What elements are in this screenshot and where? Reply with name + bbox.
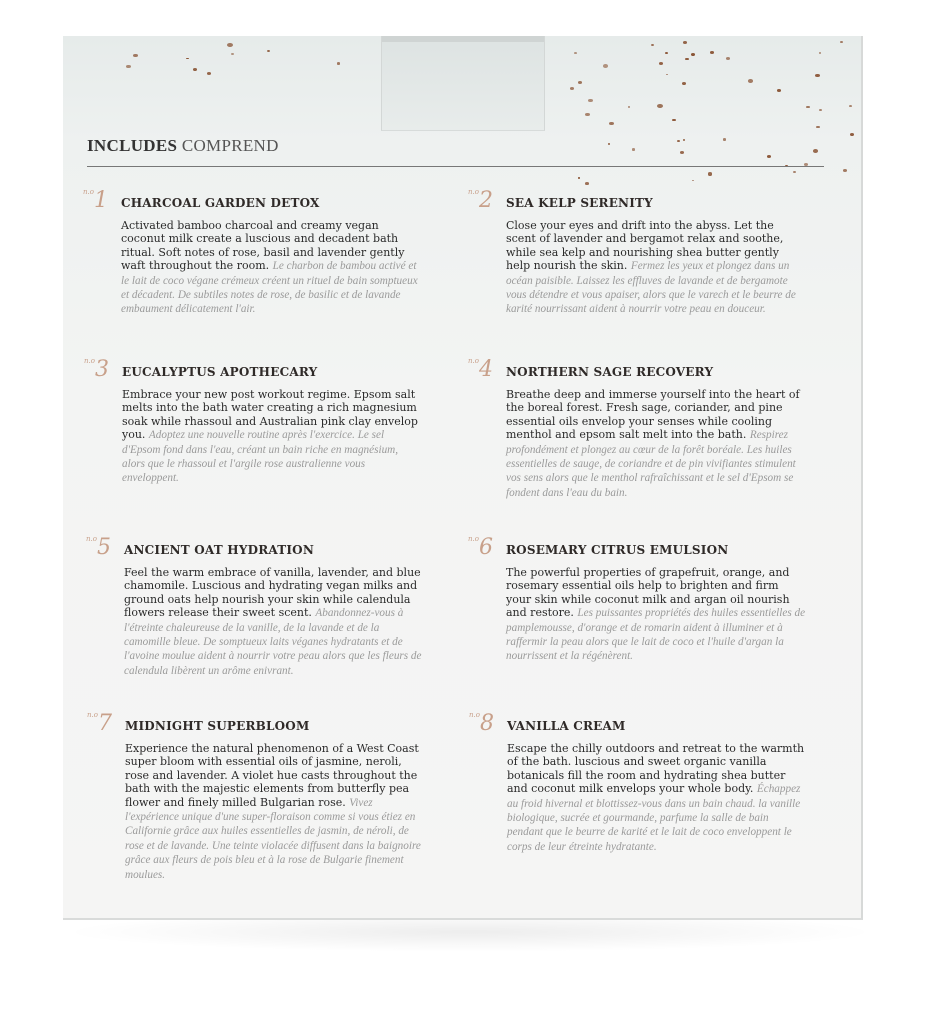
item-description-fr: Échappez au froid hivernal et blottissez-vous dans un bain chaud. la vanille biologique, sucrée et gourmande, parfume la salle de bain pendant que le beurre de karité et le lait de coco enveloppent le corps de leur étreinte hydratante.: [507, 783, 801, 853]
speckle: [691, 53, 695, 56]
item-title: VANILLA CREAM: [507, 719, 626, 733]
item-description-en: Escape the chilly outdoors and retreat to the warmth of the bath. luscious and sweet organic vanilla botanicals fill the room and hydrating shea butter and coconut milk envelops your whole body.: [507, 742, 805, 796]
item-description: [506, 566, 806, 664]
speckle: [651, 44, 654, 46]
speckle: [682, 82, 686, 85]
includes-label-en: INCLUDES: [87, 136, 178, 155]
list-item: [84, 357, 422, 486]
list-item: [468, 535, 806, 664]
heading-divider: [87, 166, 824, 167]
item-number: $^{n.o}$1: [83, 188, 108, 213]
speckle: [685, 58, 689, 61]
item-description: [506, 219, 806, 317]
speckle: [126, 65, 131, 68]
speckle: [186, 58, 188, 60]
speckle: [608, 143, 610, 144]
speckle: [723, 138, 727, 141]
speckle: [603, 64, 608, 68]
item-description: [506, 388, 806, 500]
speckle: [588, 99, 592, 102]
item-description-fr: Le charbon de bambou activé et le lait de coco végane crémeux créent un rituel de bain somptueux et décadent. De subtiles notes de rose, de basilic et de lavande embaument délicatement l'air.: [121, 260, 418, 316]
speckle: [840, 41, 843, 43]
speckle: [777, 89, 781, 92]
speckle: [666, 74, 668, 76]
speckle: [843, 169, 847, 172]
item-description-en: Experience the natural phenomenon of a West Coast super bloom with essential oils of jasmine, neroli, rose and lavender. A violet hue casts throughout the bath with the majestic elements from butterfly pea flower and finely milled Bulgarian rose.: [125, 742, 419, 809]
speckle: [207, 72, 211, 75]
speckle: [628, 106, 631, 108]
item-number: $^{n.o}$6: [468, 535, 493, 560]
item-title: MIDNIGHT SUPERBLOOM: [125, 719, 310, 733]
list-item: [87, 711, 425, 882]
speckle: [726, 57, 730, 60]
item-description: [122, 388, 422, 486]
speckle: [578, 81, 582, 84]
item-description: [125, 742, 425, 882]
item-description: [121, 219, 421, 317]
speckle: [337, 62, 340, 64]
item-description-en: Embrace your new post workout regime. Epsom salt melts into the bath water creating a rich magnesium soak while rhassoul and Australian pink clay envelop you.: [122, 388, 418, 442]
item-description-en: Close your eyes and drift into the abyss. Let the scent of lavender and bergamot relax and soothe, while sea kelp and nourishing shea butter gently help nourish the skin.: [506, 219, 784, 273]
speckle: [585, 113, 590, 116]
speckle: [692, 180, 694, 182]
speckle: [267, 50, 270, 52]
speckle: [813, 149, 819, 153]
speckle: [815, 74, 820, 77]
speckle: [683, 139, 685, 141]
speckle: [657, 104, 663, 108]
item-description-fr: Les puissantes propriétés des huiles essentielles de pamplemousse, d'orange et de romarin aident à illuminer et à raffermir la peau alors que le lait de coco et l'huile d'argan la nourrissent et la régénèrent.: [506, 607, 806, 663]
speckle: [574, 52, 577, 54]
speckle: [683, 41, 687, 44]
list-item: [468, 188, 806, 317]
speckle: [816, 126, 820, 129]
item-description-fr: Adoptez une nouvelle routine après l'exercice. Le sel d'Epsom fond dans l'eau, créant un bain riche en magnésium, alors que le rhassoul et l'argile rose australienne vous enveloppent.: [122, 429, 399, 485]
speckle: [231, 53, 234, 55]
item-description-fr: Vivez l'expérience unique d'une super-floraison comme si vous étiez en Californie grâce aux huiles essentielles de jasmin, de néroli, de rose et de lavande. Une teinte violacée diffusent dans la baignoire grâce aux fleurs de pois bleu et à la rose de Bulgarie finement moulues.: [125, 796, 421, 881]
speckle: [819, 109, 822, 111]
list-item: [468, 357, 806, 500]
item-title: ANCIENT OAT HYDRATION: [124, 543, 314, 557]
speckle: [850, 133, 854, 136]
speckle: [659, 62, 663, 65]
product-box-back-panel: [63, 36, 863, 920]
item-number: $^{n.o}$5: [86, 535, 111, 560]
speckle: [193, 68, 198, 71]
item-description-fr: Respirez profondément et plongez au cœur de la forêt boréale. Les huiles essentielles de sauge, de coriandre et de pin vivifiantes stimulent vos sens alors que le menthol rafraîchissant et le sel d'Epsom se fondent dans l'eau du bain.: [506, 429, 796, 499]
speckle: [672, 119, 676, 122]
item-description-fr: Fermez les yeux et plongez dans un océan paisible. Laissez les effluves de lavande et de bergamote vous détendre et vous apaiser, alors que le varech et le beurre de karité nourrissant aident à nourrir votre peau en douceur.: [506, 260, 796, 316]
speckle: [632, 148, 635, 150]
item-title: ROSEMARY CITRUS EMULSION: [506, 543, 729, 557]
speckle: [570, 87, 574, 90]
item-title: NORTHERN SAGE RECOVERY: [506, 365, 714, 379]
speckle: [680, 151, 684, 154]
includes-heading: [87, 136, 279, 156]
speckle: [708, 172, 713, 175]
item-number: $^{n.o}$3: [84, 357, 109, 382]
speckle: [710, 51, 714, 54]
includes-label-fr: COMPREND: [181, 136, 279, 155]
speckle: [133, 54, 138, 58]
list-item: [469, 711, 807, 854]
box-top-flap: [381, 36, 545, 131]
speckle: [677, 140, 680, 142]
item-description-en: The powerful properties of grapefruit, orange, and rosemary essential oils help to brighten and firm your skin while coconut milk and argan oil nourish and restore.: [506, 566, 790, 620]
speckle: [585, 182, 589, 185]
speckle: [227, 43, 233, 47]
speckle: [665, 52, 668, 54]
list-item: [86, 535, 424, 678]
item-title: EUCALYPTUS APOTHECARY: [122, 365, 318, 379]
item-description-en: Breathe deep and immerse yourself into the heart of the boreal forest. Fresh sage, coriander, and pine essential oils envelop your senses while cooling menthol and epsom salt melt into the bath.: [506, 388, 800, 442]
item-description-fr: Abandonnez-vous à l'étreinte chaleureuse de la vanille, de la lavande et de la camomille bleue. De somptueux laits véganes hydratants et de l'avoine moulue aident à nourrir votre peau alors que les fleurs de calendula libèrent un arôme enivrant.: [124, 607, 422, 677]
item-title: CHARCOAL GARDEN DETOX: [121, 196, 320, 210]
item-title: SEA KELP SERENITY: [506, 196, 653, 210]
item-description-en: Activated bamboo charcoal and creamy vegan coconut milk create a luscious and decadent bath ritual. Soft notes of rose, basil and lavender gently waft throughout the room.: [121, 219, 405, 273]
item-description-en: Feel the warm embrace of vanilla, lavender, and blue chamomile. Luscious and hydrating vegan milks and ground oats help nourish your skin while calendula flowers release their sweet scent.: [124, 566, 421, 620]
speckle: [793, 171, 796, 173]
item-description: [124, 566, 424, 678]
speckle: [849, 105, 852, 107]
speckle: [748, 79, 753, 82]
speckle: [819, 52, 821, 54]
flap-edge: [382, 36, 544, 42]
item-number: $^{n.o}$8: [469, 711, 494, 736]
item-number: $^{n.o}$4: [468, 357, 493, 382]
speckle: [578, 177, 581, 179]
list-item: [83, 188, 421, 317]
item-description: [507, 742, 807, 854]
speckle: [806, 106, 810, 109]
speckle: [767, 155, 771, 158]
item-number: $^{n.o}$7: [87, 711, 112, 736]
speckle: [609, 122, 614, 125]
item-number: $^{n.o}$2: [468, 188, 493, 213]
